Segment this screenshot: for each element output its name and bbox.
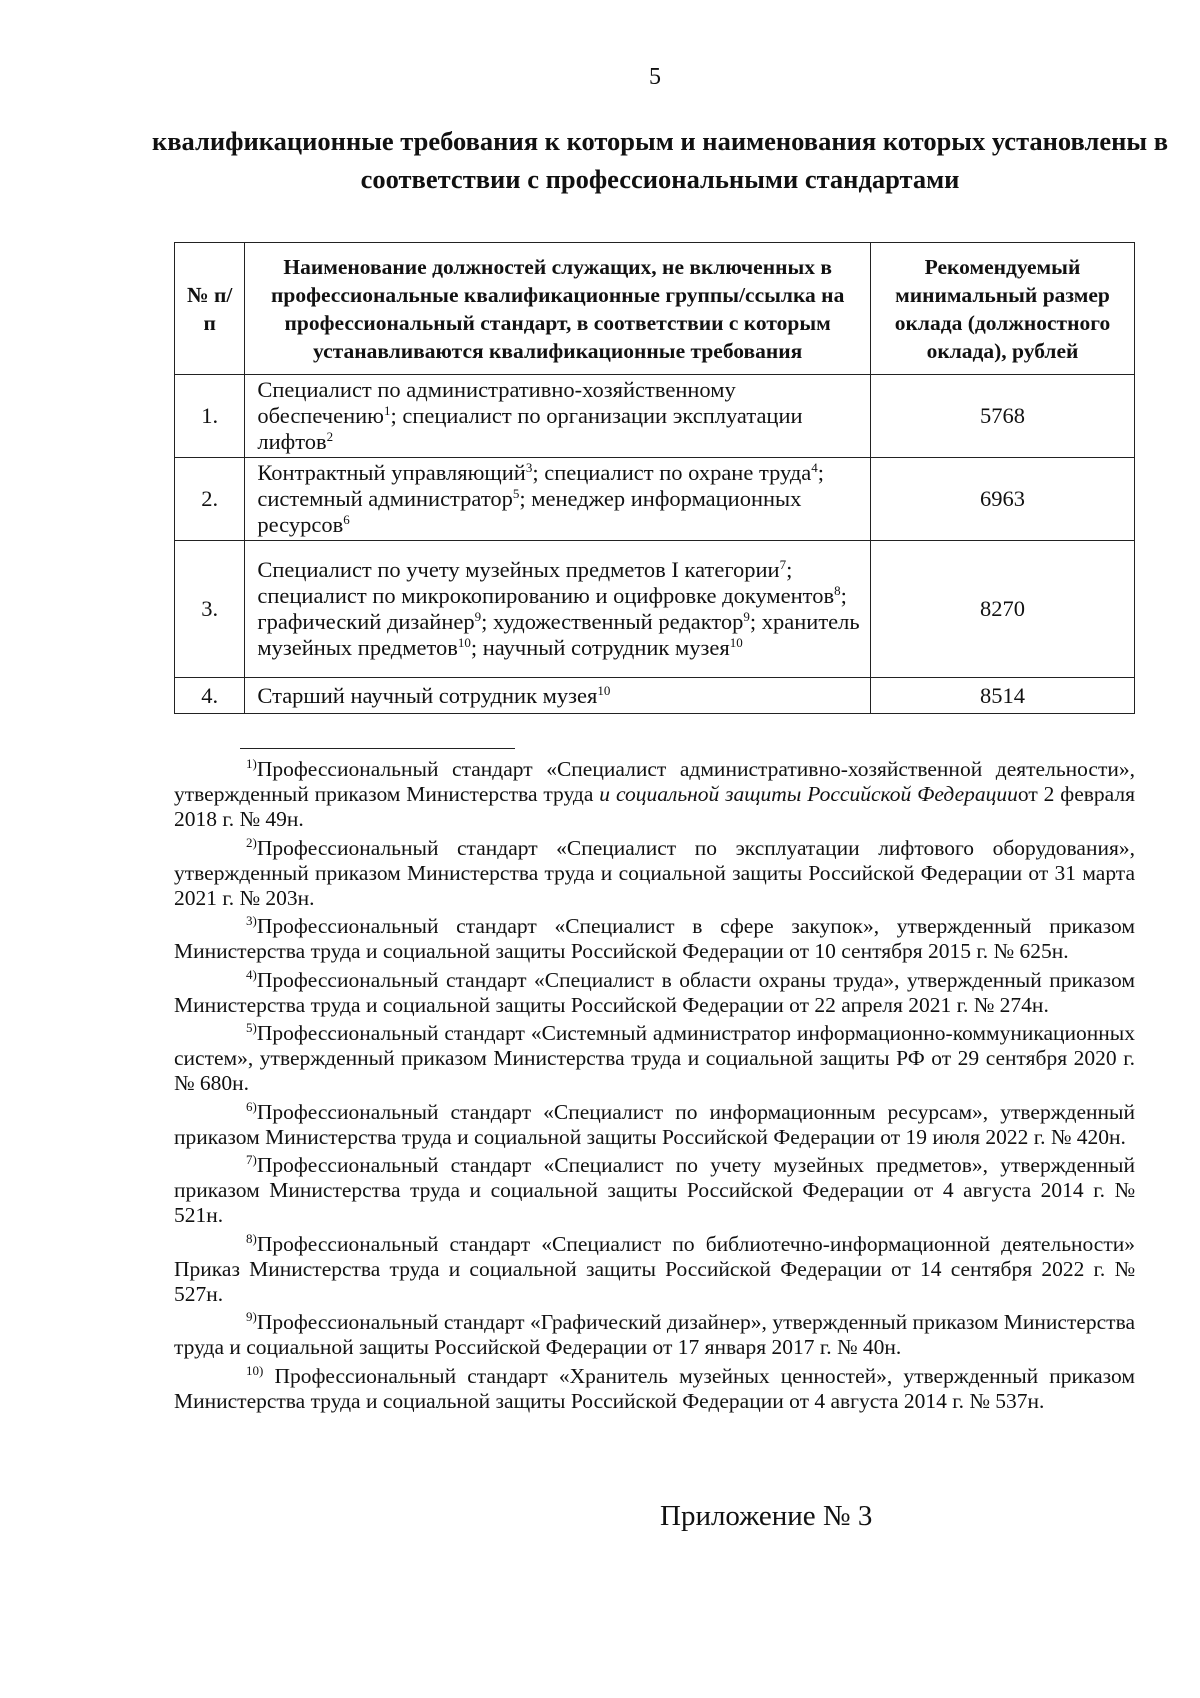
row-position-name xyxy=(245,678,871,714)
footnote-ref: 1 xyxy=(383,403,391,418)
text-run: ; системный администратор xyxy=(257,460,825,511)
footnote-ref: 10 xyxy=(597,682,611,698)
footnote-ref: 7 xyxy=(779,557,787,572)
footnote-mark: 3) xyxy=(246,913,257,929)
text-run: Профессиональный стандарт «Специалист административно-хозяйственной деятельности», утвержденный приказом Министерства труда xyxy=(174,757,1135,807)
header-number: № п/п xyxy=(175,243,245,375)
section-heading: квалификационные требования к которым и наименования которых установлены в соответствии с профессиональными стандартами xyxy=(151,126,1169,194)
table-row xyxy=(175,678,1135,714)
text-run: ; менеджер информационных ресурсов xyxy=(257,486,802,537)
footnote-ref: 2 xyxy=(326,429,334,444)
footnote xyxy=(174,914,1135,964)
footnote-ref: 6 xyxy=(343,512,350,527)
text-run: Профессиональный стандарт «Специалист по эксплуатации лифтового оборудования», утвержденный приказом Министерства труда и социальной защиты Российской Федерации от 31 марта 2021 г. № 203н. xyxy=(174,835,1135,911)
footnote-ref: 9 xyxy=(474,609,482,624)
text-run: Профессиональный стандарт «Специалист по информационным ресурсам», утвержденный приказом Министерства труда и социальной защиты Российской Федерации от 19 июля 2022 г. № 420н. xyxy=(174,1099,1135,1149)
text-run: Контрактный управляющий xyxy=(257,460,526,485)
appendix-title: Приложение № 3 xyxy=(660,1500,873,1532)
text-run: Профессиональный стандарт «Специалист в сфере закупок», утвержденный приказом Министерства труда и социальной защиты Российской Федерации от 10 сентября 2015 г. № 625н. xyxy=(174,914,1135,964)
text-run: ; хранитель музейных предметов xyxy=(257,609,860,660)
footnote xyxy=(174,757,1135,833)
row-number: 1. xyxy=(175,375,245,458)
header-salary: Рекомендуемый минимальный размер оклада (должностного оклада), рублей xyxy=(870,243,1134,375)
text-run: ; специалист по охране труда xyxy=(532,460,812,485)
footnote-mark: 5) xyxy=(246,1020,257,1036)
footnote-mark: 9) xyxy=(246,1309,257,1325)
page-number: 5 xyxy=(649,64,661,90)
footnote xyxy=(174,1232,1135,1308)
footnote xyxy=(174,968,1135,1018)
footnote xyxy=(174,1364,1135,1414)
text-run: от 2 февраля 2018 г. № 49н. xyxy=(174,782,1135,832)
footnote xyxy=(174,1310,1135,1360)
footnote-divider xyxy=(240,748,515,749)
footnote-ref: 9 xyxy=(743,609,750,624)
text-run: Профессиональный стандарт «Системный администратор информационно-коммуникационных систем», утвержденный приказом Министерства труда и социальной защиты РФ от 29 сентября 2020 г. № 680н. xyxy=(174,1021,1135,1096)
footnote-ref: 8 xyxy=(834,583,841,598)
text-run: Профессиональный стандарт «Специалист по библиотечно-информационной деятельности» Приказ Министерства труда и социальной защиты Российской Федерации от 14 сентября 2022 г. № 527н. xyxy=(174,1231,1135,1307)
footnote-mark: 6) xyxy=(246,1098,257,1114)
text-run: Профессиональный стандарт «Хранитель музейных ценностей», утвержденный приказом Министерства труда и социальной защиты Российской Федерации от 4 августа 2014 г. № 537н. xyxy=(174,1363,1135,1413)
row-number: 3. xyxy=(175,541,245,678)
footnote-ref: 4 xyxy=(811,460,818,475)
row-salary: 8514 xyxy=(870,678,1134,714)
footnotes xyxy=(174,757,1135,1417)
table-header-row xyxy=(175,243,1135,375)
table-row xyxy=(175,458,1135,541)
footnote-mark: 7) xyxy=(246,1152,257,1168)
text-run: Старший научный сотрудник музея xyxy=(257,682,598,708)
table-row xyxy=(175,541,1135,678)
row-position-name xyxy=(245,375,871,458)
footnote xyxy=(174,1153,1135,1229)
text-run: ; графический дизайнер xyxy=(257,583,847,634)
text-run: Профессиональный стандарт «Графический дизайнер», утвержденный приказом Министерства труда и социальной защиты Российской Федерации от 17 января 2017 г. № 40н. xyxy=(174,1310,1135,1360)
text-run: ; специалист по организации эксплуатации лифтов xyxy=(257,403,803,454)
header-position-name: Наименование должностей служащих, не включенных в профессиональные квалификационные группы/ссылка на профессиональный стандарт, в соответствии с которым устанавливаются квалификационные требования xyxy=(245,243,871,375)
table-body xyxy=(175,375,1135,714)
footnote xyxy=(174,1021,1135,1097)
row-number: 2. xyxy=(175,458,245,541)
text-run: ; научный сотрудник музея xyxy=(470,635,730,660)
footnote-mark: 10) xyxy=(246,1362,264,1378)
footnote-mark: 4) xyxy=(246,966,257,982)
text-run: Специалист по учету музейных предметов I категории xyxy=(257,557,780,582)
text-run: ; художественный редактор xyxy=(481,609,744,634)
footnote-mark: 1) xyxy=(246,756,257,771)
text-run: ; специалист по микрокопированию и оцифровке документов xyxy=(257,557,835,608)
text-run: Специалист по административно-хозяйственному обеспечению xyxy=(257,377,736,428)
row-salary: 5768 xyxy=(870,375,1134,458)
footnote-ref: 10 xyxy=(729,635,743,650)
row-salary: 6963 xyxy=(870,458,1134,541)
footnote xyxy=(174,1100,1135,1150)
text-run: Профессиональный стандарт «Специалист по учету музейных предметов», утвержденный приказом Министерства труда и социальной защиты Российской Федерации от 4 августа 2014 г. № 521н. xyxy=(174,1153,1135,1228)
text-run: Профессиональный стандарт «Специалист в области охраны труда», утвержденный приказом Министерства труда и социальной защиты Российской Федерации от 22 апреля 2021 г. № 274н. xyxy=(174,967,1135,1017)
footnote xyxy=(174,836,1135,912)
salary-table xyxy=(174,242,1135,714)
row-position-name xyxy=(245,458,871,541)
table-row xyxy=(175,375,1135,458)
footnote-ref: 10 xyxy=(457,635,471,650)
row-number: 4. xyxy=(175,678,245,714)
footnote-ref: 5 xyxy=(512,486,520,501)
footnote-mark: 8) xyxy=(246,1230,257,1246)
footnote-mark: 2) xyxy=(246,834,257,850)
italic-text: и социальной защиты Российской Федерации xyxy=(599,782,1018,807)
row-position-name xyxy=(245,541,871,678)
footnote-ref: 3 xyxy=(525,460,533,475)
row-salary: 8270 xyxy=(870,541,1134,678)
